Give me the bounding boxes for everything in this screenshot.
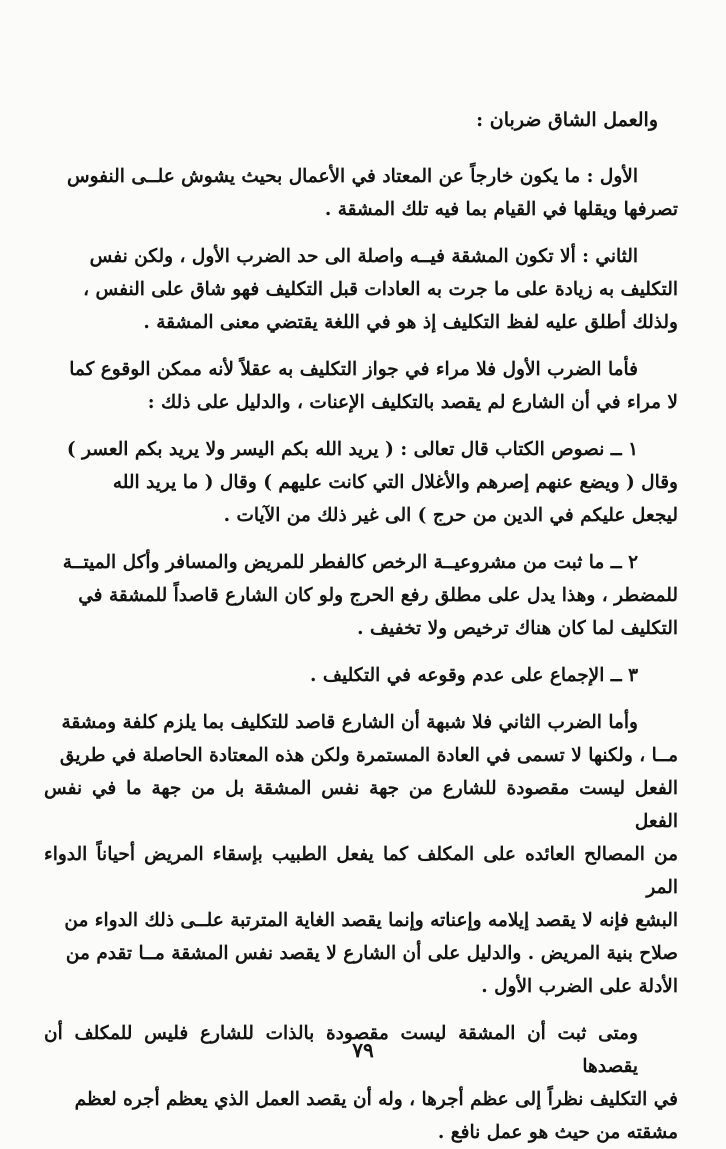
paragraph-conclusion <box>44 1017 678 1149</box>
text-line: التكليف به زيادة على ما جرت به العادات قبل التكليف فهو شاق على النفس ، <box>83 279 678 300</box>
body-text <box>44 160 678 1149</box>
text-line: مشقته من حيث هو عمل نافع . <box>437 1122 678 1143</box>
text-line: الثاني : ألا تكون المشقة فيــه واصلة الى حد الضرب الأول ، ولكن نفس <box>89 246 638 267</box>
text-line: ١ ــ نصوص الكتاب قال تعالى : ( يريد الله بكم اليسر ولا يريد بكم العسر ) <box>66 439 638 460</box>
text-line: في التكليف نظراً إلى عظم أجرها ، وله أن يقصد العمل الذي يعظم أجره لعظم <box>74 1089 678 1110</box>
text-line: الأول : ما يكون خارجاً عن المعتاد في الأعمال بحيث يشوش علــى النفوس <box>67 166 638 187</box>
intro-line: والعمل الشاق ضربان : <box>476 109 658 131</box>
paragraph-evidence-3 <box>44 659 678 692</box>
text-line: ولذلك أطلق عليه لفظ التكليف إذ هو في اللغة يقتضي معنى المشقة . <box>143 312 678 333</box>
text-line: وقال ( ويضع عنهم إصرهم والأغلال التي كانت عليهم ) وقال ( ما يريد الله <box>112 472 678 493</box>
text-line: تصرفها ويقلها في القيام بما فيه تلك المشقة . <box>324 199 678 220</box>
text-line: الأدلة على الضرب الأول . <box>481 976 678 997</box>
text-line: من المصالح العائده على المكلف كما يفعل الطبيب بإسقاء المريض أحياناً الدواء المر <box>44 844 678 898</box>
paragraph-second-type-ruling <box>44 706 678 1003</box>
text-line: التكليف لما كان هناك ترخيص ولا تخفيف . <box>357 618 678 639</box>
paragraph-first-type <box>44 160 678 226</box>
text-line: صلاح بنية المريض . والدليل على أن الشارع لا يقصد نفس المشقة مــا تقدم من <box>65 943 678 964</box>
text-line: فأما الضرب الأول فلا مراء في جواز التكليف به عقلاً لأنه ممكن الوقوع كما <box>69 359 638 380</box>
text-line: للمضطر ، وهذا يدل على مطلق رفع الحرج ولو كان الشارع قاصداً للمشقة في <box>78 585 678 606</box>
text-line: وأما الضرب الثاني فلا شبهة أن الشارع قاصد للتكليف بما يلزم كلفة ومشقة <box>61 712 638 733</box>
text-line: الفعل ليست مقصودة للشارع من جهة نفس المشقة بل من جهة ما في نفس الفعل <box>44 778 678 832</box>
page-number: ٧٩ <box>352 1038 374 1062</box>
text-line: لا مراء في أن الشارع لم يقصد بالتكليف الإعنات ، والدليل على ذلك : <box>147 392 678 413</box>
text-line: مــا ، ولكنها لا تسمى في العادة المستمرة ولكن هذه المعتادة الحاصلة في طريق <box>59 745 678 766</box>
paragraph-evidence-2 <box>44 546 678 645</box>
paragraph-evidence-1 <box>44 433 678 532</box>
paragraph-first-type-ruling <box>44 353 678 419</box>
text-line: ٢ ــ ما ثبت من مشروعيــة الرخص كالفطر للمريض والمسافر وأكل الميتــة <box>62 552 638 573</box>
text-line: ومتى ثبت أن المشقة ليست مقصودة بالذات للشارع فليس للمكلف أن يقصدها <box>44 1023 638 1077</box>
text-line: البشع فإنه لا يقصد إيلامه وإعناته وإنما يقصد الغاية المترتبة علــى ذلك الدواء من <box>64 910 678 931</box>
text-line: ليجعل عليكم في الدين من حرج ) الى غير ذلك من الآيات . <box>223 505 678 526</box>
text-line: ٣ ــ الإجماع على عدم وقوعه في التكليف . <box>309 665 638 686</box>
paragraph-second-type <box>44 240 678 339</box>
